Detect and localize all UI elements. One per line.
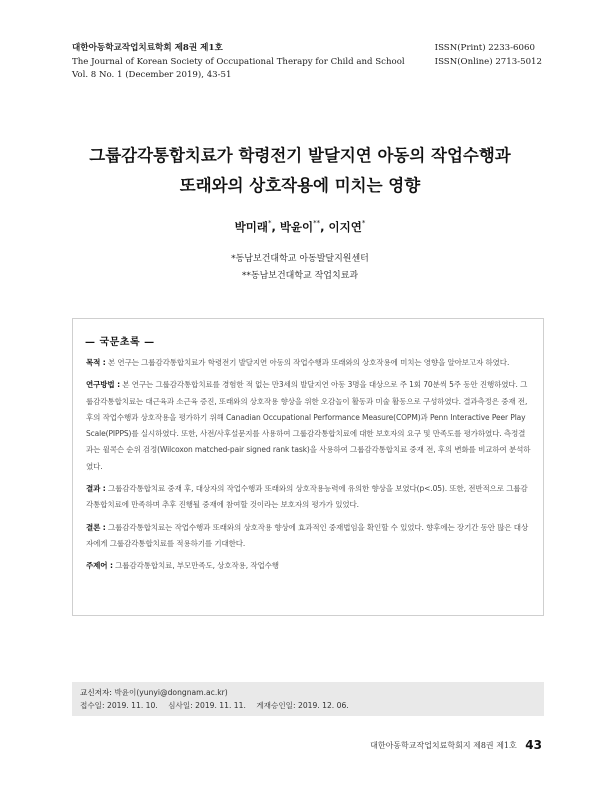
page-footer: [370, 738, 542, 752]
corresponding-author-value[interactable]: 박윤이(yunyi@dongnam.ac.kr): [114, 688, 228, 697]
paper-title-line-1: 그룹감각통합치료가 학령전기 발달지연 아동의 작업수행과: [89, 146, 511, 165]
review-label: 심사일:: [168, 701, 193, 710]
received-label: 접수일:: [80, 701, 105, 710]
author-name: 이지연: [328, 220, 362, 234]
running-header-right: [435, 42, 542, 69]
paper-title: [0, 141, 600, 201]
page-number: 43: [525, 738, 542, 752]
abstract-keywords: [86, 558, 532, 574]
author-affiliation-mark: **: [313, 219, 321, 227]
korean-abstract-box: [72, 318, 544, 616]
author-affiliation-mark: *: [267, 219, 272, 227]
abstract-heading: — 국문초록 —: [85, 337, 155, 348]
correspondence-box: [72, 682, 544, 716]
abstract-section-text: 본 연구는 그룹감각통합치료가 학령전기 발달지연 아동의 작업수행과 또래와의 상호작용에 미치는 영향을 알아보고자 하였다.: [108, 358, 510, 367]
issn-print: ISSN(Print) 2233-6060: [434, 43, 535, 53]
abstract-methods: [86, 377, 532, 475]
affiliation-item: **동남보건대학교 작업치료과: [241, 271, 359, 281]
abstract-section-text: 그룹감각통합치료는 작업수행과 또래와의 상호작용 향상에 효과적인 중재법임을 확인할 수 있었다. 향후에는 장기간 동안 많은 대상자에게 그룹감각통합치료를 적용하기를 기대한다.: [86, 522, 529, 548]
author-name: 박윤이: [279, 220, 314, 234]
volume-info: Vol. 8 No. 1 (December 2019), 43-51: [72, 70, 232, 80]
abstract-section-text: 그룹감각통합치료 중재 후, 대상자의 작업수행과 또래와의 상호작용능력에 유의한 향상을 보였다(p<.05). 또한, 전반적으로 그룹감각통합치료에 만족하며 추후 진행될 중재에 참여할 것이라는 보호자의 평가가 있었다.: [86, 484, 528, 510]
author-list: [0, 219, 600, 235]
abstract-section-label: 목적 :: [86, 358, 106, 367]
submission-dates: [80, 699, 536, 712]
running-header-left: [72, 42, 405, 83]
issn-online: ISSN(Online) 2713-5012: [434, 56, 542, 67]
abstract-purpose: [86, 355, 532, 371]
abstract-section-text: 본 연구는 그룹감각통합치료를 경험한 적 없는 만3세의 발달지연 아동 3명을 대상으로 주 1회 70분씩 5주 동안 진행하였다. 그룹감각통합치료는 대근육과 소근육 증진, 또래와의 상호작용 향상을 위한 오감놀이 활동과 미술 활동으로 구성하였다. 결과측정은 중재 전, 후의 작업수행과 상호작용을 평가하기 위해 Canadian Occupational Performance Measure(COPM)과 Penn Interactive Peer Play Scale(PIPPS)를 실시하였다. 또한, 사전/사후설문지를 사용하여 그룹감각통합치료에 대한 보호자의 요구 및 만족도를 평가하였다. 측정결과는 윌콕슨 순위 검정(Wilcoxon matched-pair signed rank task)을 사용하여 그룹감각통합치료 중재 전, 후의 변화를 비교하여 분석하였다.: [86, 380, 531, 471]
accepted-date: 2019. 12. 06.: [297, 701, 349, 710]
abstract-section-label: 결론 :: [86, 522, 106, 532]
author-affiliation-mark: *: [361, 219, 366, 227]
abstract-section-label: 주제어 :: [86, 561, 113, 571]
journal-title-english: The Journal of Korean Society of Occupational Therapy for Child and School: [72, 56, 405, 67]
abstract-results: [86, 481, 532, 514]
abstract-body: [86, 355, 532, 581]
abstract-conclusion: [86, 520, 532, 553]
author-separator: ,: [271, 220, 280, 234]
received-date: 2019. 11. 10.: [107, 701, 158, 710]
corresponding-author: [80, 686, 536, 699]
affiliation-list: [0, 251, 600, 285]
abstract-section-text: 그룹감각통합치료, 부모만족도, 상호작용, 작업수행: [115, 561, 279, 571]
corresponding-author-label: 교신저자:: [80, 688, 112, 697]
review-date: 2019. 11. 11.: [195, 701, 246, 710]
author-separator: ,: [320, 220, 329, 234]
author-name: 박미래: [234, 220, 268, 234]
journal-title-korean: 대한아동학교작업치료학회 제8권 제1호: [72, 43, 223, 53]
abstract-section-label: 결과 :: [86, 484, 106, 494]
paper-title-line-2: 또래와의 상호작용에 미치는 영향: [179, 176, 421, 195]
footer-journal-title: 대한아동학교작업치료학회지 제8권 제1호: [370, 741, 517, 750]
abstract-section-label: 연구방법 :: [86, 380, 120, 390]
affiliation-item: *동남보건대학교 아동발달지원센터: [231, 254, 369, 264]
accepted-label: 게재승인일:: [256, 701, 296, 710]
